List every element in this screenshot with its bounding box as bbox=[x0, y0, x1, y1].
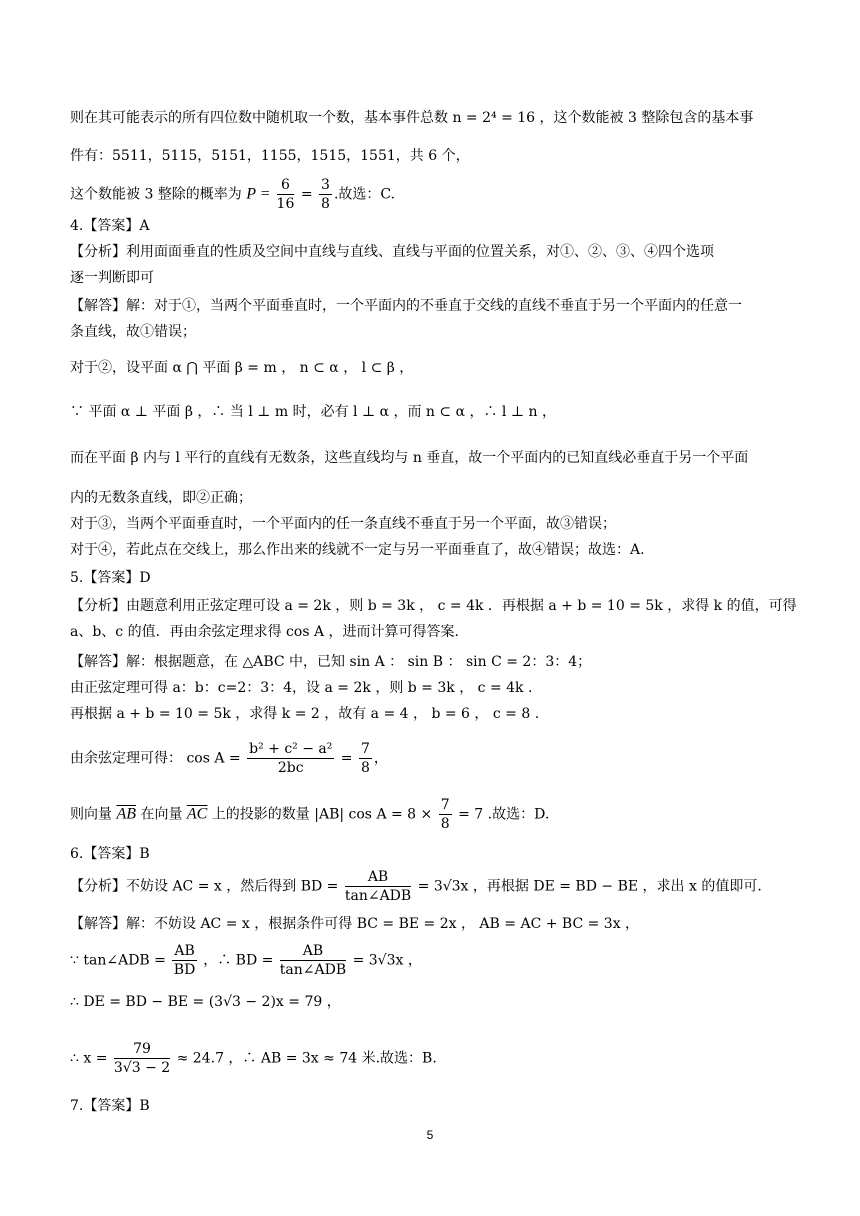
numerator: b² + c² − a² bbox=[249, 741, 333, 757]
denominator: 8 bbox=[321, 196, 330, 212]
denominator: BD bbox=[173, 962, 196, 978]
text-line: 逐一判断即可 bbox=[70, 270, 154, 286]
text-line bbox=[70, 740, 790, 777]
text-segment: ，∴ BD = bbox=[198, 952, 278, 969]
denominator: 3√3 − 2 bbox=[113, 1060, 171, 1076]
text-line: 由正弦定理可得 a：b：c=2：3：4，设 a = 2k ，则 b = 3k ， c = 4k . bbox=[70, 680, 533, 696]
numerator: 6 bbox=[277, 176, 295, 195]
fraction bbox=[319, 176, 332, 213]
fraction bbox=[359, 740, 372, 777]
text-segment: ∵ tan∠ADB = bbox=[70, 952, 171, 969]
text-line: 这个数能被 3 整除的概率为 P = $\frac{6}{16}$ = $\frac{3}{8}$ .故选：C. bbox=[70, 177, 396, 212]
numerator: 7 bbox=[361, 741, 370, 757]
text-line bbox=[70, 868, 790, 905]
denominator: 8 bbox=[440, 816, 450, 832]
text-segment: 则向量 bbox=[70, 806, 117, 823]
fraction bbox=[439, 796, 452, 833]
text-line: 【分析】由题意利用正弦定理可设 a = 2k ，则 b = 3k ， c = 4k ．再根据 a + b = 10 = 5k ，求得 k 的值，可得 bbox=[70, 598, 797, 614]
text-segment: 由余弦定理可得： cos A = bbox=[70, 750, 246, 767]
fraction bbox=[172, 942, 196, 979]
text-segment: 【分析】不妨设 AC = x ，然后得到 BD = bbox=[70, 878, 343, 895]
answer-heading: 6.【答案】B bbox=[70, 846, 150, 862]
text-segment: .故选：C. bbox=[333, 186, 396, 203]
numerator: 3 bbox=[321, 177, 330, 193]
denominator: 8 bbox=[361, 760, 370, 776]
numerator: 79 bbox=[114, 1040, 170, 1059]
text-line: ∴ DE = BD − BE = (3√3 − 2)x = 79 ， bbox=[70, 994, 341, 1010]
text-segment: ≈ 24.7 ，∴ AB = 3x ≈ 74 米.故选：B. bbox=[172, 1050, 437, 1067]
denominator: 16 bbox=[276, 196, 295, 212]
vector-ab: $\overline{AB}$ bbox=[116, 805, 136, 823]
page-number: 5 bbox=[426, 1128, 434, 1142]
text-line: 件有：5511，5115，5151，1155，1515，1551，共 6 个， bbox=[70, 148, 470, 164]
text-segment: 上的投影的数量 |AB| cos A = 8 × bbox=[207, 806, 437, 823]
text-segment: = 7 .故选：D. bbox=[453, 806, 550, 823]
text-line: 【分析】利用面面垂直的性质及空间中直线与直线、直线与平面的位置关系，对①、②、③、④四个选项 bbox=[70, 244, 714, 260]
text-line: a、b、c 的值．再由余弦定理求得 cos A ，进而计算可得答案. bbox=[70, 624, 459, 640]
text-line: 【解答】解：对于①，当两个平面垂直时，一个平面内的不垂直于交线的直线不垂直于另一个平面内的任意一 bbox=[70, 298, 742, 314]
text-segment: 这个数能被 3 整除的概率为 bbox=[70, 186, 247, 203]
answer-heading: 5.【答案】D bbox=[70, 570, 151, 586]
numerator: AB bbox=[345, 868, 411, 887]
fraction bbox=[345, 868, 411, 905]
text-line: 内的无数条直线，即②正确； bbox=[70, 490, 252, 506]
text-segment: = 3√3x ，再根据 DE = BD − BE ，求出 x 的值即可. bbox=[413, 878, 762, 895]
numerator: 7 bbox=[440, 797, 450, 813]
fraction bbox=[277, 176, 295, 213]
text-line bbox=[70, 942, 790, 979]
text-segment: ， bbox=[373, 750, 388, 767]
text-line: 对于②，设平面 α ⋂ 平面 β = m ， n ⊂ α ， l ⊂ β ， bbox=[70, 360, 414, 376]
text-segment: = bbox=[336, 750, 357, 767]
fraction bbox=[280, 942, 346, 979]
text-line: 【解答】解：根据题意，在 △ABC 中，已知 sin A ： sin B ： sin C = 2：3：4； bbox=[70, 654, 592, 670]
text-line: 再根据 a + b = 10 = 5k ，求得 k = 2 ，故有 a = 4 ， b = 6 ， c = 8 . bbox=[70, 706, 540, 722]
denominator: 2bc bbox=[277, 760, 304, 776]
text-segment: ∴ x = bbox=[70, 1050, 112, 1067]
text-line bbox=[70, 1040, 790, 1077]
text-line: 【解答】解：不妨设 AC = x ，根据条件可得 BC = BE = 2x ， AB = AC + BC = 3x ， bbox=[70, 916, 640, 932]
fraction bbox=[247, 740, 334, 777]
text-line: 对于④，若此点在交线上，那么作出来的线就不一定与另一平面垂直了，故④错误；故选：A. bbox=[70, 542, 645, 558]
fraction bbox=[114, 1040, 170, 1077]
text-line: 对于③，当两个平面垂直时，一个平面内的任一条直线不垂直于另一个平面，故③错误； bbox=[70, 516, 616, 532]
text-line: 而在平面 β 内与 l 平行的直线有无数条，这些直线均与 n 垂直，故一个平面内的已知直线必垂直于另一个平面 bbox=[70, 450, 749, 466]
math-var: P = bbox=[246, 185, 275, 203]
text-segment: 在向量 bbox=[136, 806, 187, 823]
text-line: 条直线，故①错误； bbox=[70, 324, 196, 340]
answer-heading: 4.【答案】A bbox=[70, 218, 150, 234]
numerator: AB bbox=[174, 943, 195, 959]
denominator: tan∠ADB bbox=[344, 888, 412, 904]
vector-ac: $\overline{AC}$ bbox=[186, 805, 208, 823]
text-line: 则在其可能表示的所有四位数中随机取一个数，基本事件总数 n = 2⁴ = 16 ，这个数能被 3 整除包含的基本事 bbox=[70, 110, 754, 126]
text-line bbox=[70, 796, 790, 833]
text-line: ∵ 平面 α ⊥ 平面 β ，∴ 当 l ⊥ m 时，必有 l ⊥ α ，而 n ⊂ α ，∴ l ⊥ n ， bbox=[70, 404, 556, 420]
text-segment: = 3√3x ， bbox=[348, 952, 422, 969]
denominator: tan∠ADB bbox=[279, 962, 347, 978]
numerator: AB bbox=[280, 942, 346, 961]
answer-heading: 7.【答案】B bbox=[70, 1098, 150, 1114]
